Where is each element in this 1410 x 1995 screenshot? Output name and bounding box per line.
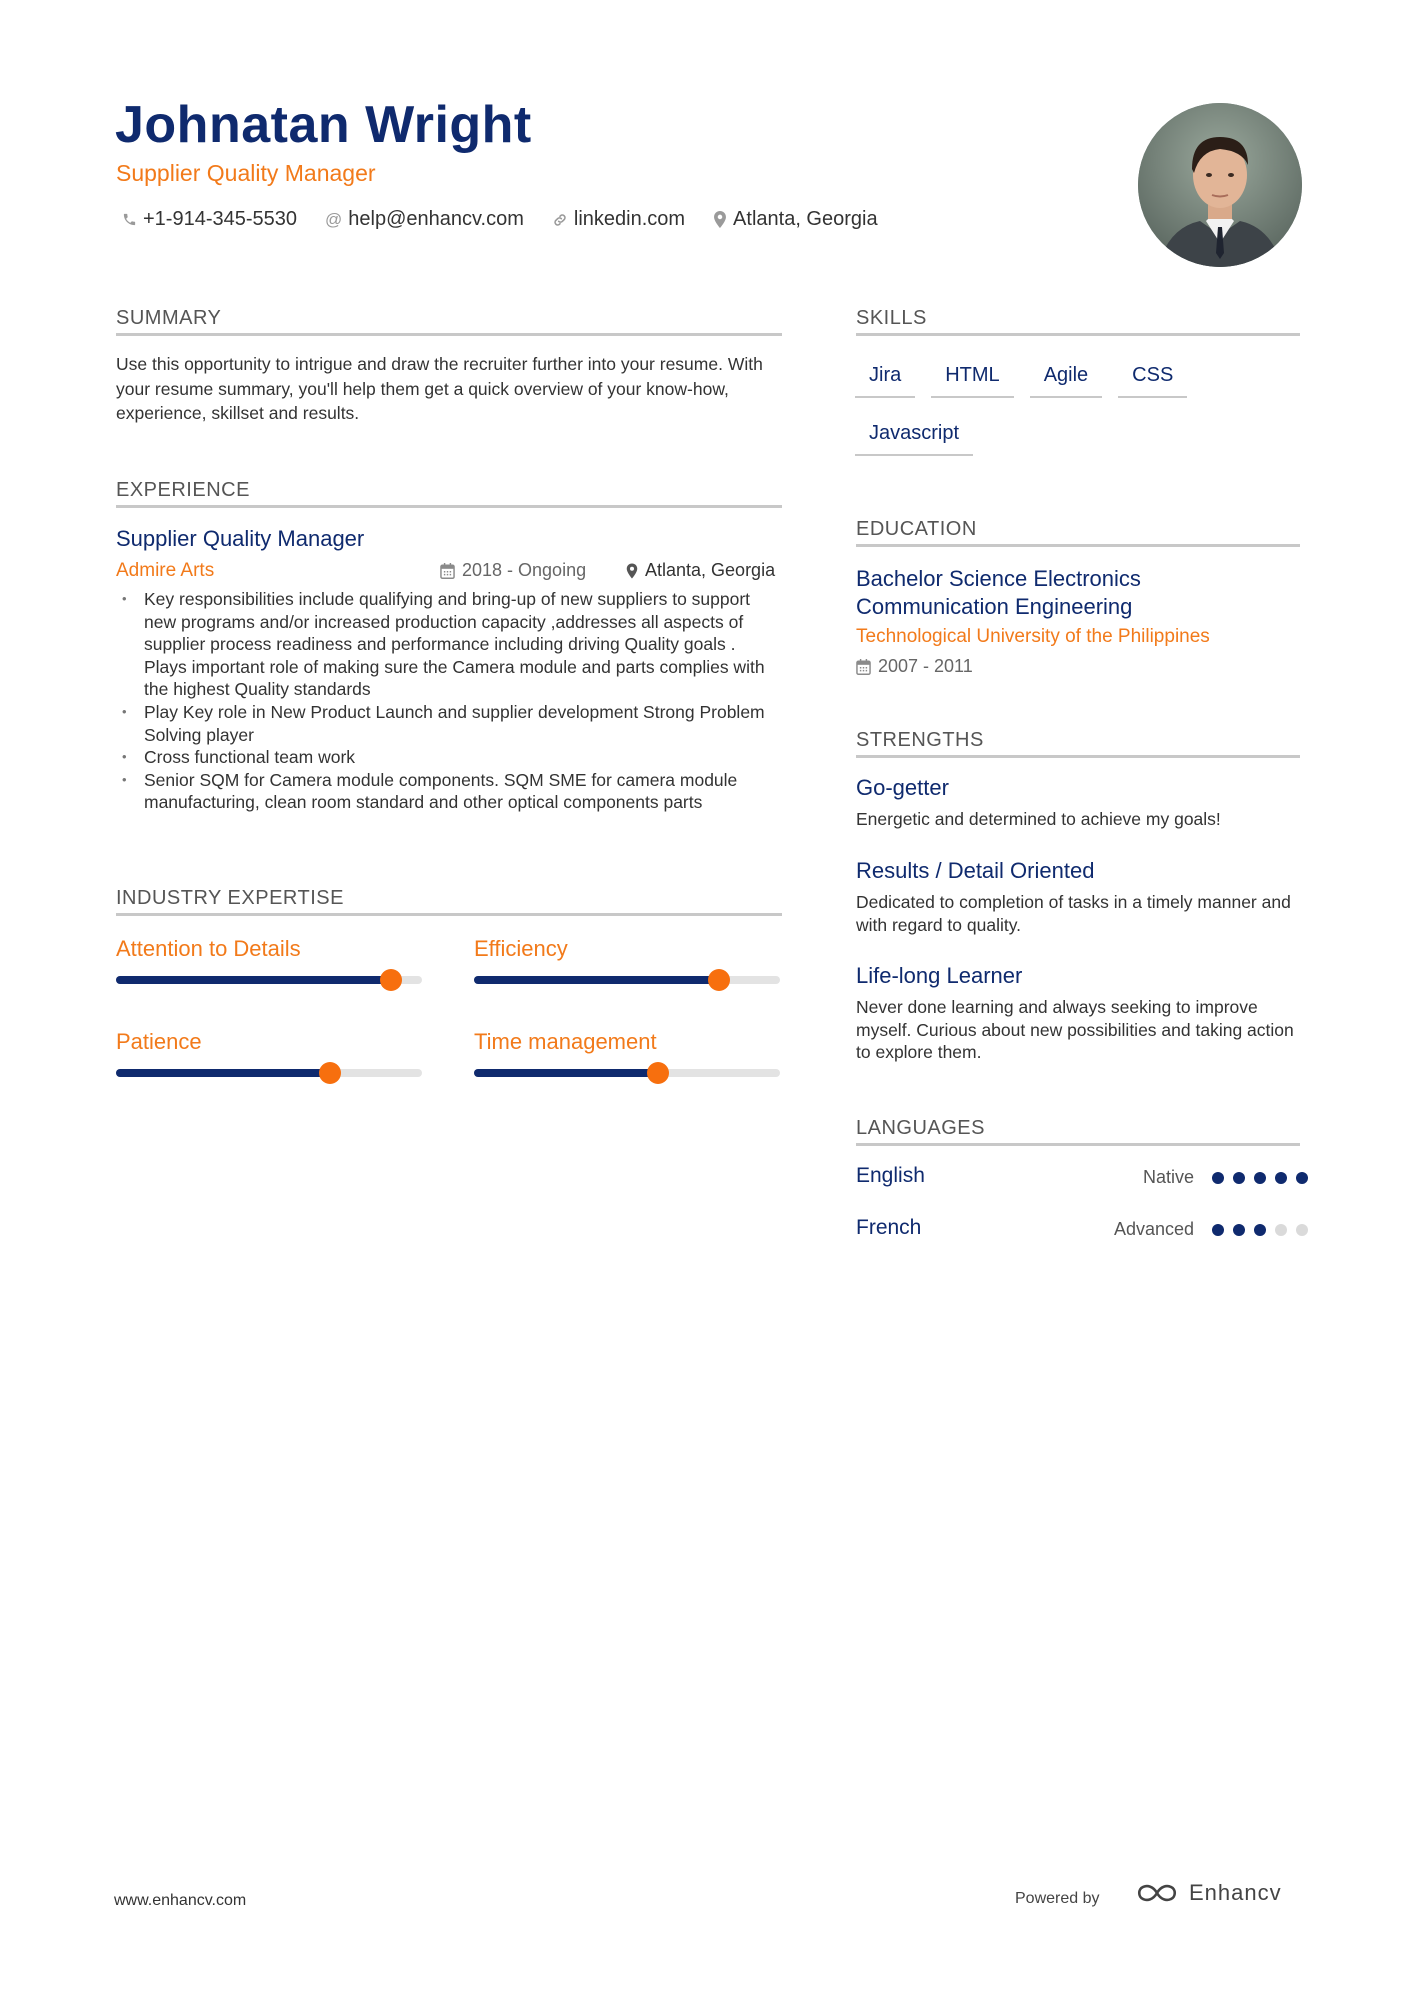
location-pin-icon xyxy=(713,211,727,228)
expertise-bar-knob xyxy=(380,969,402,991)
skills-heading: SKILLS xyxy=(856,307,927,329)
education-school: Technological University of the Philippines xyxy=(856,626,1210,647)
expertise-bar-knob xyxy=(647,1062,669,1084)
email-text: help@enhancv.com xyxy=(348,208,524,230)
experience-location xyxy=(626,560,775,581)
location-pin-icon xyxy=(626,563,638,579)
phone-text: +1-914-345-5530 xyxy=(143,208,298,230)
expertise-item xyxy=(474,1029,780,1077)
contact-row xyxy=(122,208,906,231)
rating-dot xyxy=(1212,1172,1224,1184)
skills-divider xyxy=(856,333,1300,336)
skill-tag: CSS xyxy=(1118,360,1187,398)
at-icon: @ xyxy=(325,209,343,229)
skill-tag: HTML xyxy=(931,360,1013,398)
strength-title: Life-long Learner xyxy=(856,963,1023,988)
language-dots xyxy=(1212,1172,1317,1184)
summary-text: Use this opportunity to intrigue and draw the recruiter further into your resume. With your resume summary, you'll help them get a quick overview of your know-how, experience, skillset and results. xyxy=(116,354,763,423)
contact-email[interactable] xyxy=(325,208,524,231)
strength-desc: Never done learning and always seeking to improve myself. Curious about new possibilities and taking action to explore them. xyxy=(856,997,1294,1062)
experience-dates-text: 2018 - Ongoing xyxy=(462,560,587,580)
powered-by-text: Powered by xyxy=(1015,1890,1100,1907)
expertise-divider xyxy=(116,913,782,916)
strengths-divider xyxy=(856,755,1300,758)
language-level: Native xyxy=(1142,1167,1194,1187)
expertise-label: Patience xyxy=(116,1029,202,1054)
language-name: English xyxy=(856,1164,925,1187)
expertise-bar-fill xyxy=(474,976,719,984)
calendar-icon xyxy=(856,659,871,675)
summary-divider xyxy=(116,333,782,336)
experience-heading: EXPERIENCE xyxy=(116,479,250,501)
location-text: Atlanta, Georgia xyxy=(733,208,878,230)
expertise-bar-fill xyxy=(116,1069,330,1077)
list-item: • Key responsibilities include qualifying and bring-up of new suppliers to support new programs and/or increased production capacity ,addresses all aspects of supplier process readiness and performance including driving Quality goals . Plays important role of making sure the Camera module and parts complies with the highest Quality standards xyxy=(116,588,776,701)
language-dots xyxy=(1212,1224,1317,1236)
brand-name: Enhancv xyxy=(1189,1880,1282,1905)
expertise-label: Time management xyxy=(474,1029,657,1054)
rating-dot xyxy=(1254,1172,1266,1184)
expertise-bar xyxy=(474,1069,780,1077)
skill-tag: Agile xyxy=(1030,360,1102,398)
expertise-item xyxy=(474,936,780,984)
experience-role: Supplier Quality Manager xyxy=(116,526,365,551)
expertise-item xyxy=(116,936,422,984)
list-item: • Cross functional team work xyxy=(116,746,776,769)
rating-dot xyxy=(1254,1224,1266,1236)
strength-desc: Dedicated to completion of tasks in a timely manner and with regard to quality. xyxy=(856,892,1291,935)
education-degree: Bachelor Science Electronics Communication Engineering xyxy=(856,566,1141,619)
experience-location-text: Atlanta, Georgia xyxy=(645,560,776,580)
expertise-bar-knob xyxy=(708,969,730,991)
experience-dates xyxy=(440,560,586,581)
rating-dot xyxy=(1233,1224,1245,1236)
language-level: Advanced xyxy=(1113,1219,1194,1239)
expertise-bar xyxy=(116,1069,422,1077)
profile-photo xyxy=(1138,103,1302,267)
education-dates xyxy=(856,656,973,677)
strength-desc: Energetic and determined to achieve my goals! xyxy=(856,809,1221,829)
experience-bullets xyxy=(116,588,776,814)
expertise-bar xyxy=(474,976,780,984)
footer-url[interactable]: www.enhancv.com xyxy=(114,1892,247,1909)
languages-heading: LANGUAGES xyxy=(856,1117,985,1139)
infinity-icon xyxy=(1135,1882,1179,1904)
list-item: • Senior SQM for Camera module components. SQM SME for camera module manufacturing, clean room standard and other optical components parts xyxy=(116,769,776,814)
contact-location xyxy=(713,208,878,231)
expertise-label: Attention to Details xyxy=(116,936,301,961)
expertise-bar-knob xyxy=(319,1062,341,1084)
summary-heading: SUMMARY xyxy=(116,307,222,329)
expertise-bar-fill xyxy=(116,976,391,984)
rating-dot xyxy=(1296,1172,1308,1184)
link-text: linkedin.com xyxy=(573,208,686,230)
rating-dot xyxy=(1233,1172,1245,1184)
expertise-heading: INDUSTRY EXPERTISE xyxy=(116,887,344,909)
education-heading: EDUCATION xyxy=(856,518,977,540)
rating-dot xyxy=(1212,1224,1224,1236)
strengths-heading: STRENGTHS xyxy=(856,729,984,751)
rating-dot xyxy=(1275,1224,1287,1236)
strength-title: Results / Detail Oriented xyxy=(856,858,1095,883)
experience-company: Admire Arts xyxy=(116,560,215,581)
contact-phone[interactable] xyxy=(122,208,297,231)
candidate-title: Supplier Quality Manager xyxy=(116,160,376,186)
expertise-item xyxy=(116,1029,422,1077)
rating-dot xyxy=(1296,1224,1308,1236)
enhancv-logo[interactable] xyxy=(1135,1880,1282,1906)
contact-link[interactable] xyxy=(552,208,685,231)
list-item: • Play Key role in New Product Launch and supplier development Strong Problem Solving player xyxy=(116,701,776,746)
link-icon xyxy=(552,212,568,228)
skills-list xyxy=(855,360,1305,476)
rating-dot xyxy=(1275,1172,1287,1184)
skill-tag: Jira xyxy=(855,360,915,398)
skill-tag: Javascript xyxy=(855,418,973,456)
education-dates-text: 2007 - 2011 xyxy=(878,656,973,676)
expertise-bar xyxy=(116,976,422,984)
expertise-bar-fill xyxy=(474,1069,658,1077)
phone-icon xyxy=(122,212,137,227)
education-divider xyxy=(856,544,1300,547)
languages-divider xyxy=(856,1143,1300,1146)
strength-title: Go-getter xyxy=(856,775,949,800)
expertise-label: Efficiency xyxy=(474,936,568,961)
experience-divider xyxy=(116,505,782,508)
candidate-name: Johnatan Wright xyxy=(115,96,532,154)
language-name: French xyxy=(856,1216,922,1239)
calendar-icon xyxy=(440,563,455,579)
